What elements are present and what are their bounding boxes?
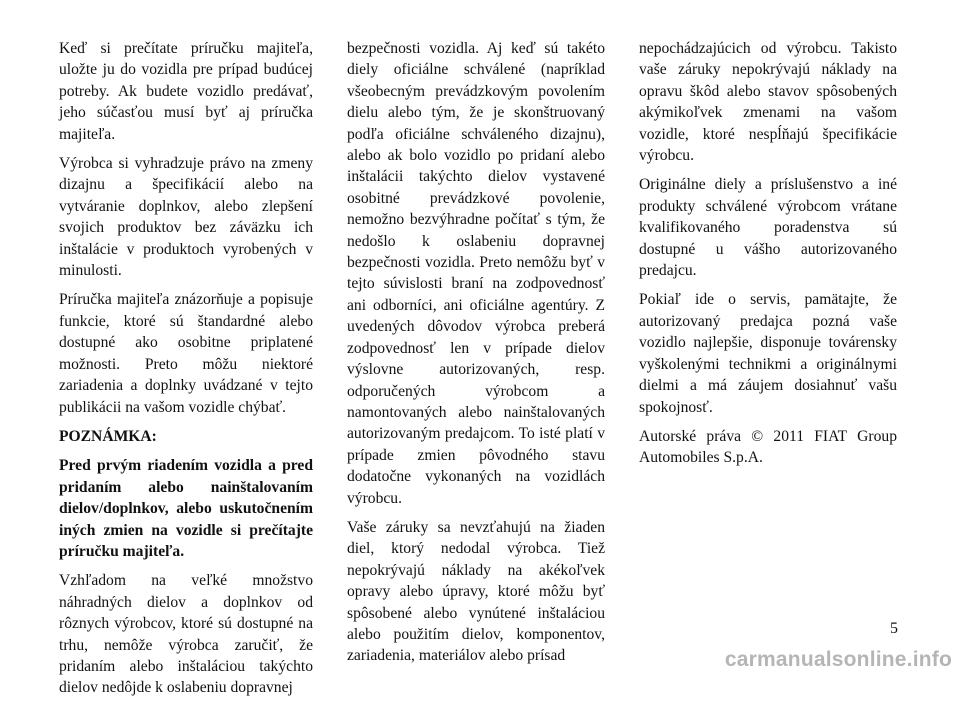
paragraph-spare-parts: Vzhľadom na veľké množstvo náhradných dielov a doplnkov od rôznych výrobcov, ktoré sú dostupné na trhu, nemôže výrobca zaručiť, že pridaním alebo inštaláciou takýchto dielov nedôjde k oslabeniu dopravnej <box>59 572 313 697</box>
paragraph-manual-features: Príručka majiteľa znázorňuje a popisuje funkcie, ktoré sú štandardné alebo dostupné ako osobitne priplatené možnosti. Preto môžu niektoré zariadenia a doplnky uvádzané v tejto publikácii na vašom vozidle chýbať. <box>59 291 313 416</box>
paragraph-safety-responsibility: bezpečnosti vozidla. Aj keď sú takéto diely oficiálne schválené (napríklad všeobecným prevádzkovým povolením dielu alebo tým, že je skonštruovaný podľa oficiálne schváleného dizajnu), alebo ak bolo vozidlo po pridaní alebo inštalácii takýchto dielov vystavené osobitné prevádzkové povolenie, nemožno bezvýhradne počítať s tým, že nedošlo k oslabeniu dopravnej bezpečnosti vozidla. Preto nemôžu byť v tejto súvislosti braní na zodpovednosť ani odborníci, ani oficiálne agentúry. Z uvedených dôvodov výrobca preberá zodpovednosť len v prípade dielov výslovne autorizovaných, resp. odporučených výrobcom a namontovaných alebo nainštalovaných autorizovaným predajcom. To isté platí v prípade zmien pôvodného stavu dodatočne vykonaných na vozidlách výrobcu. <box>347 40 605 507</box>
paragraph-warranty-exclusions: Vaše záruky sa nevzťahujú na žiaden diel, ktorý nedodal výrobca. Tiež nepokrývajú náklady na akékoľvek opravy alebo úpravy, ktoré môžu byť spôsobené alebo vynútené inštaláciou alebo použitím dielov, komponentov, zariadenia, materiálov alebo prísad <box>347 518 605 665</box>
text-column-2 <box>347 38 605 675</box>
paragraph-warranty-modifications: nepochádzajúcich od výrobcu. Takisto vaše záruky nepokrývajú náklady na opravu škôd alebo stavov spôsobených akýmikoľvek zmenami na vašom vozidle, ktoré nespĺňajú špecifikácie výrobcu. <box>639 40 897 165</box>
note-text: Pred prvým riadením vozidla a pred pridaním alebo nainštalovaním dielov/doplnkov, alebo uskutočnením iných zmien na vozidle si prečítajte príručku majiteľa. <box>59 457 313 560</box>
paragraph-original-parts: Originálne diely a príslušenstvo a iné produkty schválené výrobcom vrátane kvalifikovaného poradenstva sú dostupné u vášho autorizovaného predajcu. <box>639 176 897 280</box>
note-heading: POZNÁMKA: <box>59 427 157 445</box>
watermark: carmanualsonline.info <box>724 648 952 671</box>
paragraph-design-changes: Výrobca si vyhradzuje právo na zmeny dizajnu a špecifikácií alebo na vytváranie doplnkov, alebo zlepšení svojich produktov bez záväzku ich inštalácie v produktoch vyrobených v minulosti. <box>59 155 313 280</box>
paragraph-service-dealer: Pokiaľ ide o servis, pamätajte, že autorizovaný predajca pozná vaše vozidlo najlepšie, disponuje továrensky vyškolenými technikmi a originálnymi dielmi a má záujem dosiahnuť vašu spokojnosť. <box>639 291 897 416</box>
paragraph-store-manual: Keď si prečítate príručku majiteľa, uložte ju do vozidla pre prípad budúcej potreby. Ak budete vozidlo predávať, jeho súčasťou musí byť aj príručka majiteľa. <box>59 40 313 143</box>
copyright-notice: Autorské práva © 2011 FIAT Group Automobiles S.p.A. <box>639 427 897 467</box>
text-column-1 <box>59 38 313 707</box>
text-column-3 <box>639 38 897 477</box>
page-number: 5 <box>890 620 898 637</box>
